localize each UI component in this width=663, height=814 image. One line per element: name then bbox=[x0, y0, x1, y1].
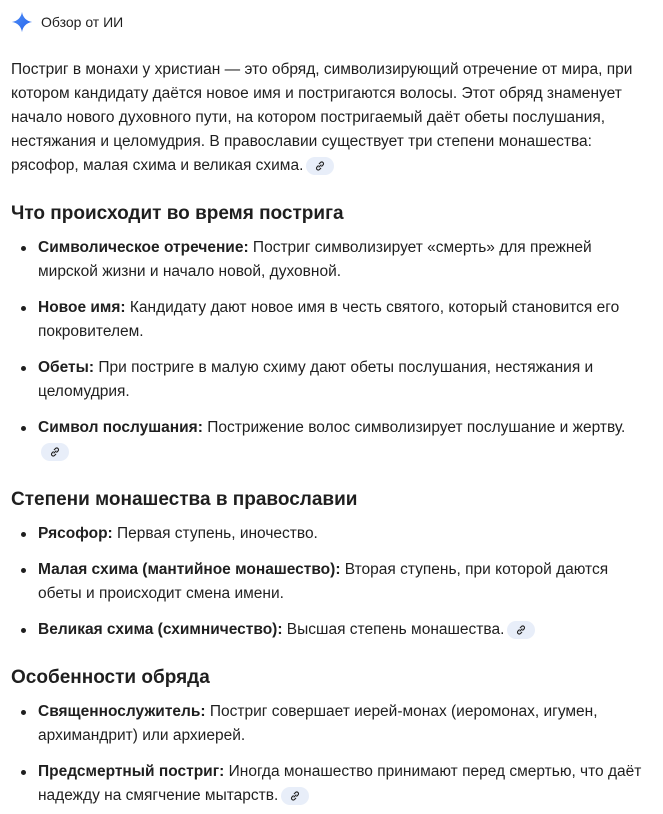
source-link-chip[interactable] bbox=[507, 621, 535, 639]
section-list bbox=[11, 700, 650, 808]
item-text: Высшая степень монашества. bbox=[282, 621, 505, 638]
sparkle-icon bbox=[11, 11, 33, 33]
intro-text: Постриг в монахи у христиан — это обряд, символизирующий отречение от мира, при котором кандидату даётся новое имя и постригаются волосы. Этот обряд знаменует начало нового духовного пути, на котором постригаемый даёт обеты послушания, нестяжания и целомудрия. В православии существует три степени монашества: рясофор, малая схима и великая схима. bbox=[11, 61, 633, 174]
item-text: Вторая ступень, при которой даются обеты и происходит смена имени. bbox=[38, 561, 609, 602]
item-term: Священнослужитель: bbox=[38, 703, 206, 720]
list-item bbox=[11, 618, 650, 642]
item-term: Великая схима (схимничество): bbox=[38, 621, 283, 638]
item-text: Иногда монашество принимают перед смертью, что даёт надежду на смягчение мытарств. bbox=[38, 763, 642, 804]
item-text: При постриге в малую схиму дают обеты послушания, нестяжания и целомудрия. bbox=[38, 359, 594, 400]
intro-paragraph bbox=[11, 58, 650, 178]
list-item bbox=[11, 296, 650, 344]
item-text: Постриг символизирует «смерть» для прежней мирской жизни и начало новой, духовной. bbox=[38, 239, 592, 280]
item-term: Символическое отречение: bbox=[38, 239, 249, 256]
item-text: Пострижение волос символизирует послушание и жертву. bbox=[202, 419, 626, 436]
ai-overview-title: Обзор от ИИ bbox=[41, 14, 124, 30]
item-term: Символ послушания: bbox=[38, 419, 203, 436]
item-term: Малая схима (мантийное монашество): bbox=[38, 561, 341, 578]
list-item bbox=[11, 236, 650, 284]
item-text: Кандидату дают новое имя в честь святого, который становится его покровителем. bbox=[38, 299, 620, 340]
section-heading: Что происходит во время пострига bbox=[11, 203, 344, 224]
list-item bbox=[11, 522, 650, 546]
list-item bbox=[11, 558, 650, 606]
source-link-chip[interactable] bbox=[281, 787, 309, 805]
link-icon bbox=[314, 160, 326, 172]
item-term: Рясофор: bbox=[38, 525, 113, 542]
ai-overview-header bbox=[11, 10, 650, 34]
source-link-chip[interactable] bbox=[306, 157, 334, 175]
list-item bbox=[11, 700, 650, 748]
item-text: Первая ступень, иночество. bbox=[112, 525, 318, 542]
item-term: Новое имя: bbox=[38, 299, 126, 316]
item-text: Постриг совершает иерей-монах (иеромонах, игумен, архимандрит) или архиерей. bbox=[38, 703, 598, 744]
list-item bbox=[11, 416, 650, 464]
link-icon bbox=[289, 790, 301, 802]
link-icon bbox=[515, 624, 527, 636]
list-item bbox=[11, 760, 650, 808]
item-term: Предсмертный постриг: bbox=[38, 763, 225, 780]
section-list bbox=[11, 522, 650, 642]
source-link-chip[interactable] bbox=[41, 443, 69, 461]
list-item bbox=[11, 356, 650, 404]
link-icon bbox=[49, 446, 61, 458]
section-heading: Особенности обряда bbox=[11, 667, 210, 688]
section-list bbox=[11, 236, 650, 464]
item-term: Обеты: bbox=[38, 359, 95, 376]
section-heading: Степени монашества в православии bbox=[11, 489, 358, 510]
